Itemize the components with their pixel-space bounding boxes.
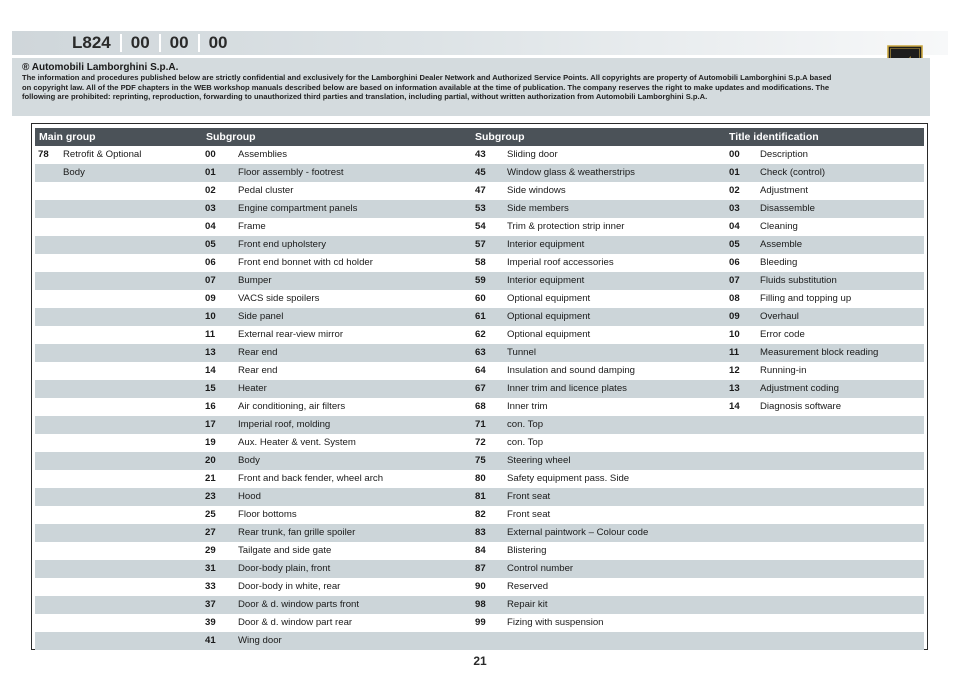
subgroup-number: 04 bbox=[205, 221, 216, 232]
subgroup-number: 16 bbox=[205, 401, 216, 412]
title-number: 08 bbox=[729, 293, 740, 304]
subgroup-name: External paintwork – Colour code bbox=[507, 527, 649, 538]
subgroup-name: Rear trunk, fan grille spoiler bbox=[238, 527, 356, 538]
header-main-group: Main group bbox=[39, 131, 96, 143]
copyright-notice: The information and procedures published below are strictly confidential and exclusively for the Lamborghini Dealer Network and Authorized Service Points. All copyrights are property of Automobili Lamborghini S.p.A based on copyright law. All of the PDF chapters in the WEB workshop manuals described below are based on information available at the time of publication. The company reserves the right to make updates and modifications. The following are prohibited: reprinting, reproduction, forwarding to unauthorized third parties and translation, including partial, without written authorization from Automobili Lamborghini S.p.A. bbox=[22, 73, 832, 102]
main-group-name: Body bbox=[63, 167, 85, 178]
table-row bbox=[35, 560, 924, 578]
table-row bbox=[35, 632, 924, 650]
subgroup-number: 58 bbox=[475, 257, 486, 268]
table-header bbox=[35, 128, 924, 146]
code-separator bbox=[159, 34, 161, 52]
subgroup-number: 39 bbox=[205, 617, 216, 628]
title-number: 13 bbox=[729, 383, 740, 394]
subgroup-number: 90 bbox=[475, 581, 486, 592]
subgroup-number: 14 bbox=[205, 365, 216, 376]
subgroup-name: VACS side spoilers bbox=[238, 293, 320, 304]
subgroup-number: 29 bbox=[205, 545, 216, 556]
table-body bbox=[35, 146, 924, 650]
table-row bbox=[35, 200, 924, 218]
subgroup-number: 07 bbox=[205, 275, 216, 286]
subgroup-number: 57 bbox=[475, 239, 486, 250]
subgroup-number: 37 bbox=[205, 599, 216, 610]
subgroup-name: Door-body plain, front bbox=[238, 563, 331, 574]
table-row bbox=[35, 164, 924, 182]
subgroup-name: Steering wheel bbox=[507, 455, 571, 466]
header-subgroup-2: Subgroup bbox=[475, 131, 525, 143]
subgroup-number: 63 bbox=[475, 347, 486, 358]
subgroup-number: 13 bbox=[205, 347, 216, 358]
company-name: ® Automobili Lamborghini S.p.A. bbox=[22, 62, 179, 73]
subgroup-number: 54 bbox=[475, 221, 486, 232]
subgroup-number: 21 bbox=[205, 473, 216, 484]
title-name: Fluids substitution bbox=[760, 275, 837, 286]
subgroup-number: 25 bbox=[205, 509, 216, 520]
subgroup-name: Repair kit bbox=[507, 599, 548, 610]
group-code: 00 bbox=[130, 33, 150, 52]
table-row bbox=[35, 524, 924, 542]
code-separator bbox=[198, 34, 200, 52]
table-row bbox=[35, 416, 924, 434]
subgroup-number: 62 bbox=[475, 329, 486, 340]
subgroup-name: Inner trim bbox=[507, 401, 548, 412]
title-name: Error code bbox=[760, 329, 805, 340]
title-name: Bleeding bbox=[760, 257, 798, 268]
subgroup-number: 98 bbox=[475, 599, 486, 610]
title-name: Disassemble bbox=[760, 203, 815, 214]
subgroup-number: 19 bbox=[205, 437, 216, 448]
subgroup-number: 17 bbox=[205, 419, 216, 430]
subgroup-name: Inner trim and licence plates bbox=[507, 383, 627, 394]
title-name: Cleaning bbox=[760, 221, 798, 232]
subgroup-code: 00 bbox=[169, 33, 189, 52]
table-row bbox=[35, 146, 924, 164]
subgroup-name: Side members bbox=[507, 203, 569, 214]
subgroup-name: Side windows bbox=[507, 185, 566, 196]
subgroup-number: 41 bbox=[205, 635, 216, 646]
page-number: 21 bbox=[473, 654, 487, 668]
subgroup-number: 72 bbox=[475, 437, 486, 448]
subgroup-number: 09 bbox=[205, 293, 216, 304]
subgroup-number: 43 bbox=[475, 149, 486, 160]
subgroup-name: Control number bbox=[507, 563, 574, 574]
subgroup-number: 83 bbox=[475, 527, 486, 538]
subgroup-name: Aux. Heater & vent. System bbox=[238, 437, 356, 448]
subgroup-name: Bumper bbox=[238, 275, 272, 286]
subgroup-number: 64 bbox=[475, 365, 486, 376]
subgroup-name: Front end bonnet with cd holder bbox=[238, 257, 373, 268]
table-row bbox=[35, 254, 924, 272]
table-row bbox=[35, 452, 924, 470]
subgroup-name: External rear-view mirror bbox=[238, 329, 344, 340]
subgroup-name: Optional equipment bbox=[507, 311, 591, 322]
subgroup-name: Door & d. window parts front bbox=[238, 599, 360, 610]
subgroup-name: Interior equipment bbox=[507, 239, 585, 250]
subgroup-number: 27 bbox=[205, 527, 216, 538]
title-number: 05 bbox=[729, 239, 740, 250]
table-row bbox=[35, 182, 924, 200]
model-code: L824 bbox=[72, 33, 111, 52]
subgroup-number: 02 bbox=[205, 185, 216, 196]
subgroup-name: Frame bbox=[238, 221, 266, 232]
subgroup-name: Imperial roof accessories bbox=[507, 257, 614, 268]
subgroup-number: 59 bbox=[475, 275, 486, 286]
subgroup-number: 01 bbox=[205, 167, 216, 178]
subgroup-number: 00 bbox=[205, 149, 216, 160]
title-number: 14 bbox=[729, 401, 740, 412]
subgroup-number: 33 bbox=[205, 581, 216, 592]
subgroup-name: Sliding door bbox=[507, 149, 558, 160]
table-row bbox=[35, 344, 924, 362]
subgroup-name: Trim & protection strip inner bbox=[507, 221, 625, 232]
header-subgroup-1: Subgroup bbox=[206, 131, 256, 143]
subgroup-name: Body bbox=[238, 455, 260, 466]
subgroup-number: 11 bbox=[205, 329, 216, 340]
subgroup-number: 53 bbox=[475, 203, 486, 214]
subgroup-name: Air conditioning, air filters bbox=[238, 401, 346, 412]
subgroup-name: Window glass & weatherstrips bbox=[507, 167, 635, 178]
subgroup-number: 60 bbox=[475, 293, 486, 304]
subgroup-name: Door & d. window part rear bbox=[238, 617, 353, 628]
subgroup-number: 45 bbox=[475, 167, 486, 178]
title-name: Description bbox=[760, 149, 808, 160]
subgroup-name: Hood bbox=[238, 491, 261, 502]
main-group-number: 78 bbox=[38, 149, 49, 160]
subgroup-name: Safety equipment pass. Side bbox=[507, 473, 630, 484]
table-row bbox=[35, 308, 924, 326]
subgroup-number: 68 bbox=[475, 401, 486, 412]
subgroup-number: 06 bbox=[205, 257, 216, 268]
subgroup-number: 71 bbox=[475, 419, 486, 430]
title-name: Adjustment bbox=[760, 185, 808, 196]
code-separator bbox=[120, 34, 122, 52]
subgroup-name: Front and back fender, wheel arch bbox=[238, 473, 384, 484]
subgroup-number: 99 bbox=[475, 617, 486, 628]
title-number: 04 bbox=[729, 221, 740, 232]
subgroup-name: Rear end bbox=[238, 365, 278, 376]
subgroup-name: Front end upholstery bbox=[238, 239, 326, 250]
subgroup-name: Interior equipment bbox=[507, 275, 585, 286]
subgroup-name: Imperial roof, molding bbox=[238, 419, 331, 430]
table-row bbox=[35, 488, 924, 506]
subgroup-number: 81 bbox=[475, 491, 486, 502]
table-row bbox=[35, 596, 924, 614]
subgroup-name: Rear end bbox=[238, 347, 278, 358]
table-row bbox=[35, 398, 924, 416]
table-row bbox=[35, 506, 924, 524]
subgroup-number: 20 bbox=[205, 455, 216, 466]
subgroup-name: Front seat bbox=[507, 509, 551, 520]
table-row bbox=[35, 290, 924, 308]
subgroup-number: 75 bbox=[475, 455, 486, 466]
subgroup-name: Blistering bbox=[507, 545, 547, 556]
header-title-identification: Title identification bbox=[729, 131, 819, 143]
table-row bbox=[35, 578, 924, 596]
table-row bbox=[35, 326, 924, 344]
subgroup-number: 31 bbox=[205, 563, 216, 574]
title-number: 06 bbox=[729, 257, 740, 268]
subgroup-number: 05 bbox=[205, 239, 216, 250]
subgroup-name: con. Top bbox=[507, 437, 544, 448]
title-number: 11 bbox=[729, 347, 740, 358]
title-name: Adjustment coding bbox=[760, 383, 839, 394]
table-row bbox=[35, 470, 924, 488]
title-number: 07 bbox=[729, 275, 740, 286]
subgroup-name: Heater bbox=[238, 383, 267, 394]
subgroup-number: 80 bbox=[475, 473, 486, 484]
subgroup-name: Optional equipment bbox=[507, 293, 591, 304]
title-name: Filling and topping up bbox=[760, 293, 852, 304]
subgroup-number: 10 bbox=[205, 311, 216, 322]
title-number: 00 bbox=[729, 149, 740, 160]
title-number: 03 bbox=[729, 203, 740, 214]
title-code: 00 bbox=[208, 33, 228, 52]
subgroup-name: Wing door bbox=[238, 635, 282, 646]
table-row bbox=[35, 434, 924, 452]
title-name: Assemble bbox=[760, 239, 803, 250]
subgroup-name: Side panel bbox=[238, 311, 284, 322]
subgroup-name: Front seat bbox=[507, 491, 551, 502]
subgroup-name: Tailgate and side gate bbox=[238, 545, 332, 556]
title-number: 02 bbox=[729, 185, 740, 196]
title-number: 09 bbox=[729, 311, 740, 322]
table-row bbox=[35, 218, 924, 236]
title-number: 10 bbox=[729, 329, 740, 340]
subgroup-name: Fizing with suspension bbox=[507, 617, 604, 628]
subgroup-number: 82 bbox=[475, 509, 486, 520]
subgroup-name: Floor bottoms bbox=[238, 509, 297, 520]
subgroup-name: Tunnel bbox=[507, 347, 536, 358]
title-name: Diagnosis software bbox=[760, 401, 842, 412]
title-name: Running-in bbox=[760, 365, 807, 376]
subgroup-number: 84 bbox=[475, 545, 486, 556]
table-row bbox=[35, 362, 924, 380]
subgroup-number: 03 bbox=[205, 203, 216, 214]
subgroup-name: Pedal cluster bbox=[238, 185, 294, 196]
document-code bbox=[72, 31, 230, 55]
table-row bbox=[35, 272, 924, 290]
title-number: 12 bbox=[729, 365, 740, 376]
subgroup-number: 67 bbox=[475, 383, 486, 394]
subgroup-number: 23 bbox=[205, 491, 216, 502]
subgroup-number: 15 bbox=[205, 383, 216, 394]
subgroup-number: 61 bbox=[475, 311, 486, 322]
subgroup-name: con. Top bbox=[507, 419, 544, 430]
table-row bbox=[35, 614, 924, 632]
subgroup-name: Optional equipment bbox=[507, 329, 591, 340]
subgroup-number: 87 bbox=[475, 563, 486, 574]
subgroup-name: Door-body in white, rear bbox=[238, 581, 341, 592]
title-name: Measurement block reading bbox=[760, 347, 879, 358]
subgroup-number: 47 bbox=[475, 185, 486, 196]
table-row bbox=[35, 380, 924, 398]
subgroup-name: Floor assembly - footrest bbox=[238, 167, 344, 178]
subgroup-name: Insulation and sound damping bbox=[507, 365, 636, 376]
title-name: Overhaul bbox=[760, 311, 799, 322]
title-number: 01 bbox=[729, 167, 740, 178]
table-row bbox=[35, 236, 924, 254]
table-row bbox=[35, 542, 924, 560]
subgroup-name: Reserved bbox=[507, 581, 549, 592]
subgroup-name: Assemblies bbox=[238, 149, 288, 160]
subgroup-name: Engine compartment panels bbox=[238, 203, 358, 214]
title-name: Check (control) bbox=[760, 167, 826, 178]
main-group-name: Retrofit & Optional bbox=[63, 149, 142, 160]
